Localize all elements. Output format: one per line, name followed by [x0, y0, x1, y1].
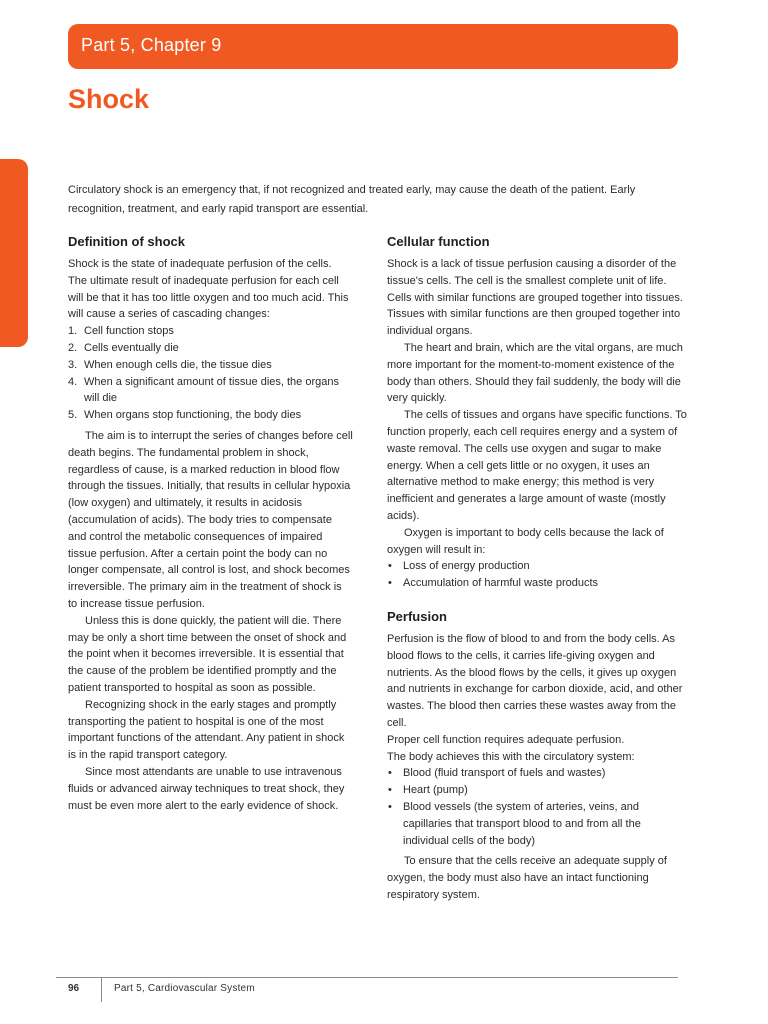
paragraph: The aim is to interrupt the series of changes before cell death begins. The fundamental problem in shock, regardless of cause, is a marked reduction in blood flow through the tissues. Initially, that results in cellular hypoxia (low oxygen) and ultimately, it results in acidosis (accumulation of acids). The body tries to compensate and control the metabolic consequences of impaired tissue perfusion. After a certain point the body can no longer compensate, all control is lost, and shock becomes irreversible. The primary aim in the treatment of shock is to increase tissue perfusion. [68, 429, 353, 610]
paragraph: The heart and brain, which are the vital organs, are much more important for the moment-to-moment existence of the body than others. Should they fail suddenly, the body will die very quickly. [387, 341, 683, 405]
section-heading-cellular-function: Cellular function [387, 234, 490, 249]
list-text: Cells eventually die [84, 341, 179, 354]
side-tab-marker [0, 159, 28, 347]
chapter-label: Part 5, Chapter 9 [81, 35, 222, 55]
paragraph: The cells of tissues and organs have specific functions. To function properly, each cell requires energy and a system of waste removal. The cells use oxygen and sugar to make energy. When a cell gets little or no oxygen, it uses an alternative method to make energy; this method is very inefficient and generates a large amount of waste (mostly acids). [387, 409, 687, 522]
list-item: • Blood (fluid transport of fuels and wastes) [387, 765, 687, 782]
page-number: 96 [68, 983, 80, 994]
list-number: 3. [68, 358, 78, 371]
left-column [68, 232, 353, 814]
list-item: • Accumulation of harmful waste products [387, 575, 687, 592]
circulatory-system-list [387, 765, 687, 849]
list-item [68, 357, 353, 374]
list-item: • Loss of energy production [387, 558, 687, 575]
right-column [387, 232, 687, 904]
paragraph: Oxygen is important to body cells because the lack of oxygen will result in: [387, 526, 664, 556]
footer-section-title: Part 5, Cardiovascular System [114, 983, 255, 994]
list-text: When enough cells die, the tissue dies [84, 358, 272, 371]
paragraph: Shock is the state of inadequate perfusion of the cells. The ultimate result of inadequate perfusion for each cell will be that it has too little oxygen and too much acid. This will cause a series of cascading changes: [68, 258, 349, 321]
paragraph: Shock is a lack of tissue perfusion causing a disorder of the tissue's cells. The cell is the smallest complete unit of life. Cells with similar functions are grouped together into tissues. Tissues with similar functions are then grouped together into individual organs. [387, 258, 683, 338]
section-heading-perfusion: Perfusion [387, 608, 447, 624]
list-text: Cell function stops [84, 325, 174, 338]
oxygen-effects-list [387, 558, 687, 592]
list-number: 5. [68, 409, 78, 422]
paragraph: Unless this is done quickly, the patient will die. There may be only a short time between the onset of shock and the point when it becomes irreversible. It is essential that the cause of the problem be identified promptly and the patient transported to hospital as soon as possible. [68, 614, 347, 694]
paragraph: Proper cell function requires adequate perfusion. [387, 733, 625, 746]
list-item [68, 340, 353, 357]
cascade-steps-list [68, 323, 353, 424]
paragraph: The body achieves this with the circulatory system: [387, 750, 635, 763]
chapter-banner [68, 24, 678, 69]
list-item [68, 323, 353, 340]
list-number: 2. [68, 341, 78, 354]
paragraph: Perfusion is the flow of blood to and from the body cells. As blood flows to the cells, it carries life-giving oxygen and nutrients. As the blood flows by the cells, it gives up oxygen and nutrients in exchange for carbon dioxide, acid, and other wastes. The blood then carries these wastes away from the cell. [387, 632, 683, 729]
list-item [68, 407, 353, 424]
list-item [68, 374, 353, 408]
footer-divider [56, 977, 678, 978]
list-item: • Heart (pump) [387, 782, 687, 799]
chapter-title: Shock [68, 84, 150, 114]
list-text: When a significant amount of tissue dies, the organs will die [84, 375, 339, 405]
list-text: When organs stop functioning, the body dies [84, 409, 302, 422]
paragraph: To ensure that the cells receive an adequate supply of oxygen, the body must also have an intact functioning respiratory system. [387, 855, 667, 901]
paragraph: Since most attendants are unable to use intravenous fluids or advanced airway techniques to treat shock, they must be even more alert to the early evidence of shock. [68, 765, 345, 812]
footer-separator [101, 978, 102, 1002]
intro-paragraph: Circulatory shock is an emergency that, if not recognized and treated early, may cause the death of the patient. Early recognition, treatment, and early rapid transport are essential. [68, 184, 636, 215]
list-item: • Blood vessels (the system of arteries, veins, and capillaries that transport blood to and from all the individual cells of the body) [387, 799, 687, 849]
list-number: 4. [68, 375, 78, 388]
section-heading-definition: Definition of shock [68, 234, 185, 249]
paragraph: Recognizing shock in the early stages and promptly transporting the patient to hospital is one of the most important functions of the attendant. Any patient in shock is in the rapid transport category. [68, 698, 345, 762]
list-number: 1. [68, 325, 78, 338]
